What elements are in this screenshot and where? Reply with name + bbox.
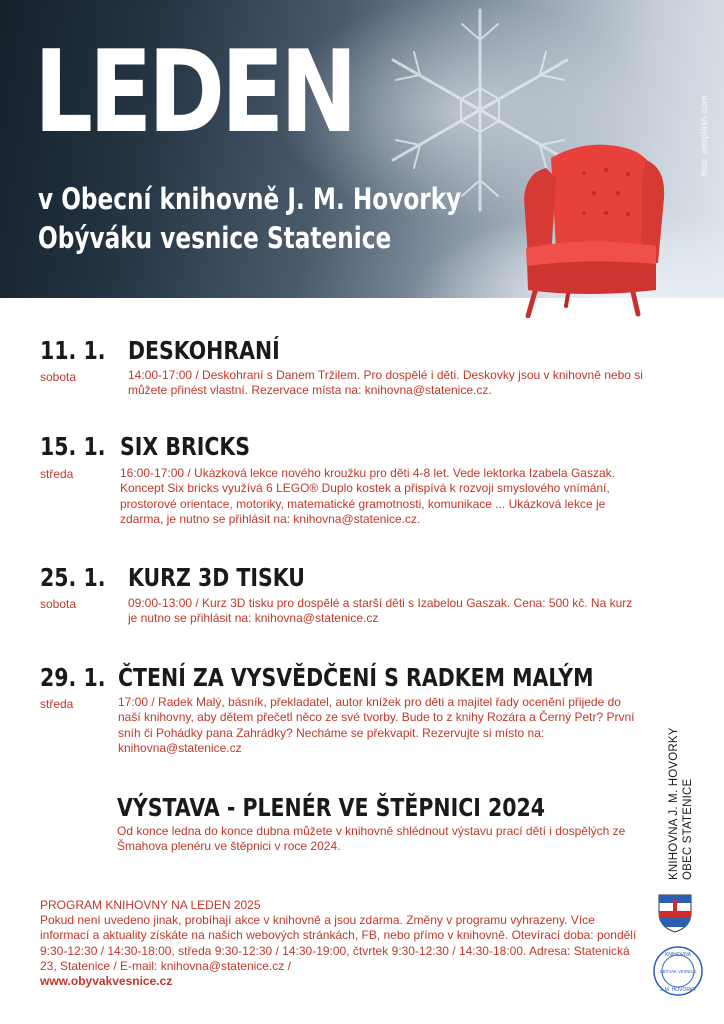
photo-credit: foto: unsplash.com — [699, 95, 709, 176]
stamp-text-top: KNIHOVNA — [664, 952, 692, 958]
event-description: 16:00-17:00 / Ukázková lekce nového kroužku pro děti 4-8 let. Vede lektorka Izabela Gaszak. Koncept Six bricks využívá 6 LEGO® Duplo kostek a přispívá k rozvoji smyslového vnímání, prostorové orientace, motoriky, matematické gramotnosti, komunikace ... Ukázková lekce je zdarma, je nutno se přihlásit na: knihovna@statenice.cz. — [120, 466, 615, 526]
event-day: sobota — [40, 370, 77, 384]
stamp-text-bottom: J. M. HOVORKY — [659, 987, 697, 993]
event-description: 17:00 / Radek Malý, básník, překladatel, autor knížek pro děti a majitel řady ocenění přijede do naší knihovny, aby dětem přečetl něco ze své tvorby. Bude to z knihy Rozára a Černý Petr? První sníh či Pohádky pana Zahrádky? Necháme se překvapit. Rezervujte si místo na: knihovna@statenice.cz — [118, 695, 635, 755]
library-stamp-logo — [652, 945, 704, 997]
library-name: KNIHOVNA J. M. HOVORKY — [668, 727, 680, 880]
event-title: KURZ 3D TISKU — [128, 563, 305, 592]
event-title: DESKOHRANÍ — [128, 336, 280, 365]
program-info — [40, 898, 640, 989]
event-title: SIX BRICKS — [120, 432, 251, 461]
subtitle-village: Obýváku vesnice Statenice — [38, 221, 392, 255]
event-day: středa — [40, 697, 74, 711]
event-title: ČTENÍ ZA VYSVĚDČENÍ S RADKEM MALÝM — [118, 663, 594, 692]
event-description: 09:00-13:00 / Kurz 3D tisku pro dospělé a starší děti s Izabelou Gaszak. Cena: 500 kč. Na kurz je nutno se přihlásit na: knihovna@statenice.cz — [128, 596, 633, 626]
event-date: 29. 1. — [40, 663, 106, 692]
library-name-vertical — [667, 727, 695, 880]
event-description: 14:00-17:00 / Deskohraní s Danem Tržilem. Pro dospělé i děti. Deskovky jsou v knihovně nebo si můžete přinést vlastní. Rezervace místa na: knihovna@statenice.cz. — [128, 368, 643, 398]
armchair-image — [506, 138, 668, 318]
event-date: 11. 1. — [40, 336, 106, 365]
exhibition-title: VÝSTAVA - PLENÉR VE ŠTĚPNICI 2024 — [117, 793, 546, 822]
coat-of-arms-logo — [657, 893, 693, 933]
event-day: sobota — [40, 597, 77, 611]
page-title: LEDEN — [34, 26, 354, 158]
subtitle-library: v Obecní knihovně J. M. Hovorky — [38, 182, 462, 216]
exhibition-description: Od konce ledna do konce dubna můžete v knihovně shlédnout výstavu prací dětí i dospělých ze Šmahova plenéru ve štěpnici v roce 2024. — [117, 824, 626, 854]
event-date: 25. 1. — [40, 563, 106, 592]
event-date: 15. 1. — [40, 432, 106, 461]
program-heading: PROGRAM KNIHOVNY NA LEDEN 2025 — [40, 898, 261, 912]
stamp-text-middle: OBÝVÁK VESNICE — [659, 969, 697, 974]
municipality-name: OBEC STATENICE — [682, 778, 694, 880]
program-text: Pokud není uvedeno jinak, probíhají akce v knihovně a jsou zdarma. Změny v programu vyhrazeny. Více informací a aktuality získáte na našich webových stránkách, FB, nebo přímo v knihovně. Otevírací doba: pondělí 9:30-12:30 / 14:30-18:00, středa 9:30-12:30 / 14:30-19:00, čtvrtek 9:30-12:30 / 14:30-18:00. Adresa: Statenická 23, Statenice / E-mail: knihovna@statenice.cz / — [40, 913, 637, 973]
website-link[interactable]: www.obyvakvesnice.cz — [40, 974, 173, 989]
event-day: středa — [40, 467, 74, 481]
